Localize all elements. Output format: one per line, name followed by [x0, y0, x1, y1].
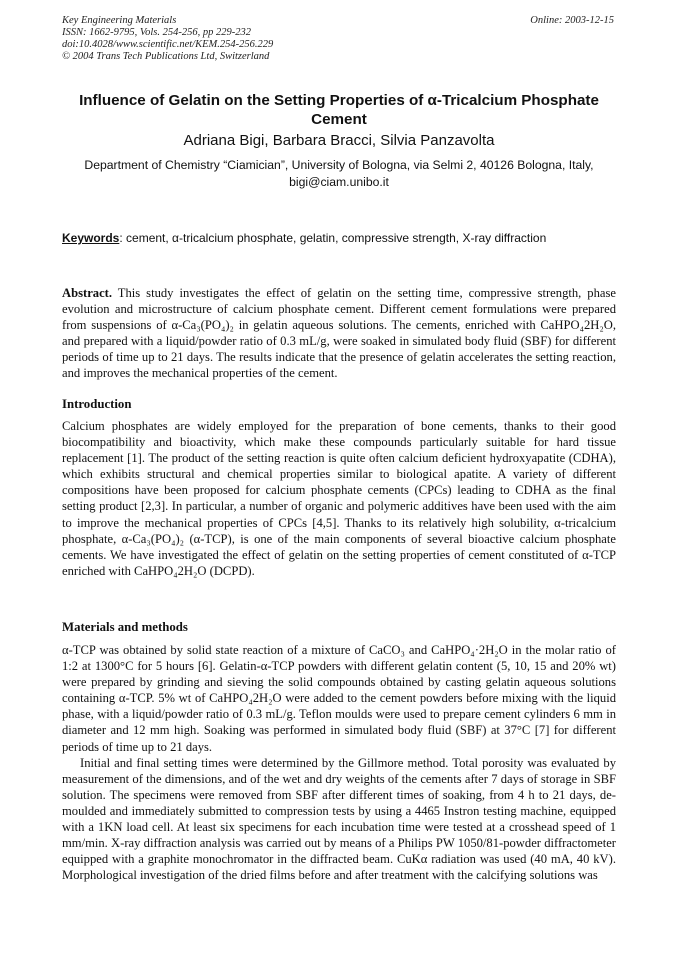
journal-header: [62, 15, 273, 63]
keywords-text: : cement, α-tricalcium phosphate, gelatin, compressive strength, X-ray diffraction: [119, 231, 547, 245]
materials-methods-body: [62, 642, 616, 883]
materials-methods-paragraph-1: α-TCP was obtained by solid state reaction of a mixture of CaCO₃ and CaHPO₄·2H₂O in the molar ratio of 1:2 at 1300°C for 5 hours [6]. Gelatin-α-TCP powders with different gelatin content (5, 10, 15 and 20% wt) were prepared by grinding and sieving the solid compounds obtained by casting gelatin aqueous solutions containing α-TCP. 5% wt of CaHPO₄2H₂O were added to the cement powders before mixing with the liquid phase, with a liquid/powder ratio of 0.3 mL/g. Teflon moulds were used to prepare cement cylinders 6 mm in diameter and 12 mm high. Soaking was performed in simulated body fluid (SBF) at 37°C [7] for different periods of time up to 21 days.: [62, 643, 616, 754]
online-date: Online: 2003-12-15: [530, 15, 614, 26]
copyright-line: © 2004 Trans Tech Publications Ltd, Switzerland: [62, 51, 270, 62]
doi-line: doi:10.4028/www.scientific.net/KEM.254-256.229: [62, 39, 274, 50]
abstract-label: Abstract.: [62, 286, 113, 300]
section-heading-materials-methods: Materials and methods: [62, 620, 188, 634]
keywords-label: Keywords: [62, 231, 120, 245]
author-list: Adriana Bigi, Barbara Bracci, Silvia Panzavolta: [183, 132, 495, 149]
issn-line: ISSN: 1662-9795, Vols. 254-256, pp 229-232: [62, 27, 251, 38]
keywords-line: [62, 231, 616, 245]
abstract-text: This study investigates the effect of gelatin on the setting time, compressive strength, phase evolution and microstructure of calcium phosphate cement. Different cement formulations were prepared from suspensions of α-Ca₃(PO₄)₂ in gelatin aqueous solutions. The cements, enriched with CaHPO₄2H₂O, and prepared with a liquid/powder ratio of 0.3 mL/g, were soaked in simulated body fluid (SBF) for different periods of time up to 21 days. The results indicate that the presence of gelatin accelerates the setting reaction, and improves the mechanical properties of the cement.: [62, 286, 616, 381]
affiliation: Department of Chemistry “Ciamician”, University of Bologna, via Selmi 2, 40126 Bologna, Italy, bigi@ciam.unibo.it: [84, 158, 594, 189]
paper-title: Influence of Gelatin on the Setting Properties of α-Tricalcium Phosphate Cement: [79, 92, 599, 128]
section-heading-introduction: Introduction: [62, 397, 132, 411]
abstract-paragraph: [62, 285, 616, 382]
journal-name: Key Engineering Materials: [62, 15, 177, 26]
introduction-paragraph: Calcium phosphates are widely employed for the preparation of bone cements, thanks to their good biocompatibility and bioactivity, which make these compounds particularly suitable for hard tissue replacement [1]. The product of the setting reaction is quite often calcium deficient hydroxyapatite (CDHA), which exhibits structural and chemical properties similar to biological apatite. A variety of different compositions have been proposed for calcium phosphate cements (CPCs) leading to CDHA as the final setting product [2,3]. In particular, a number of organic and polymeric additives have been used with the aim to improve the mechanical properties of CPCs [4,5]. Thanks to its relatively high solubility, α-tricalcium phosphate, α-Ca₃(PO₄)₂ (α-TCP), is one of the main components of several bioactive calcium phosphate cements. We have investigated the effect of gelatin on the setting properties of cement constituted of α-TCP enriched with CaHPO₄2H₂O (DCPD).: [62, 419, 616, 578]
materials-methods-paragraph-2: Initial and final setting times were determined by the Gillmore method. Total porosity was evaluated by measurement of the dimensions, and of the wet and dry weights of the cements after 7 days of storage in SBF solution. The specimens were removed from SBF after different times of soaking, from 4 h to 21 days, de-moulded and immediately submitted to compression tests by using a 4465 Instron testing machine, equipped with a 1KN load cell. At least six specimens for each incubation time were tested at a crosshead speed of 1 mm/min. X-ray diffraction analysis was carried out by means of a Philips PW 1050/81-powder diffractometer equipped with a graphite monochromator in the diffracted beam. CuKα radiation was used (40 mA, 40 kV). Morphological investigation of the dried films before and after treatment with the calcifying solutions was: [62, 755, 616, 883]
